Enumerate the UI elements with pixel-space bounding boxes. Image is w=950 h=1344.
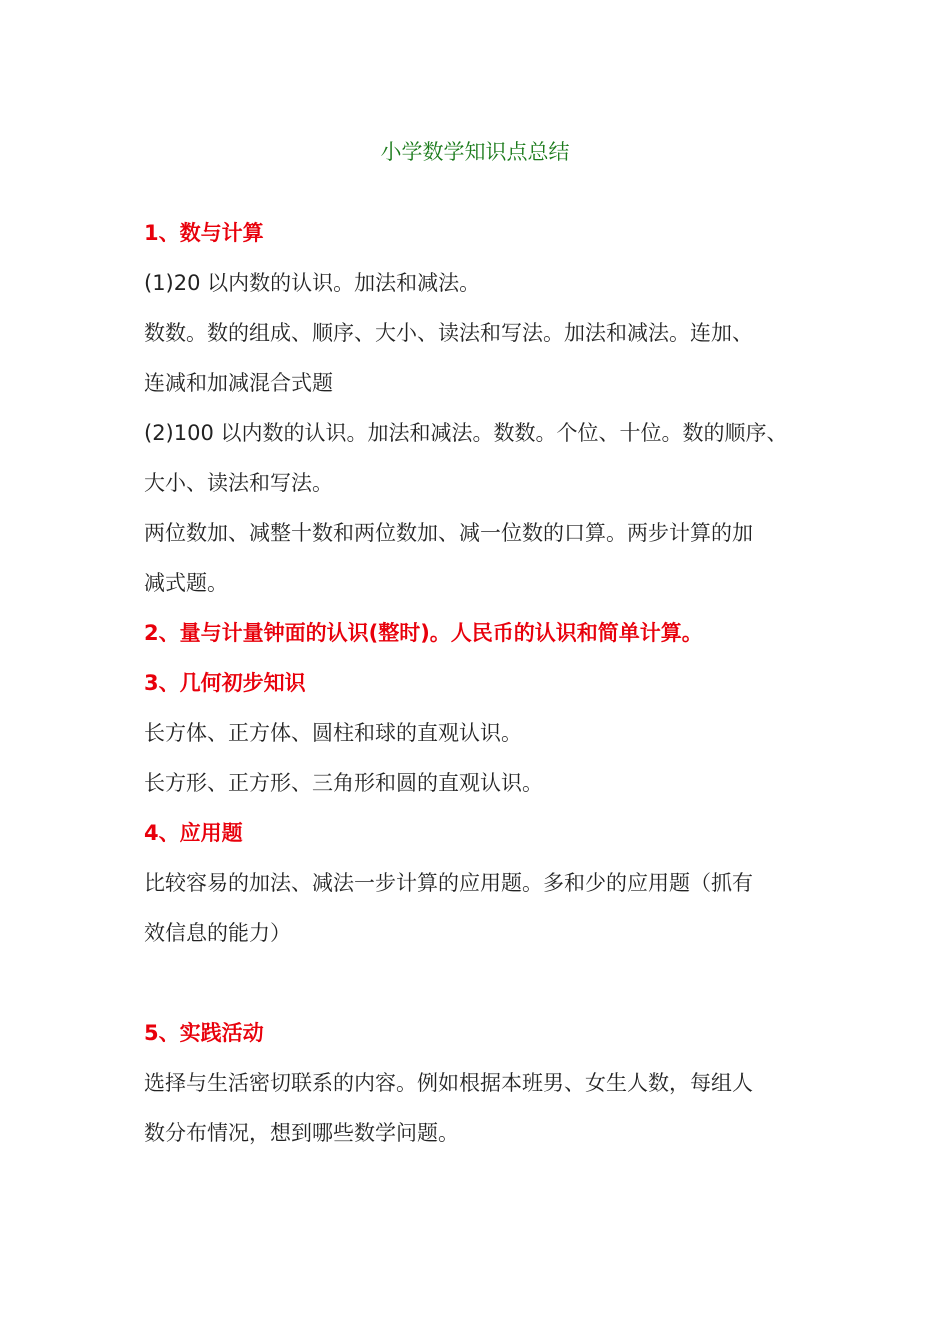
paragraph-line: 长方形、正方形、三角形和圆的直观认识。	[144, 771, 543, 795]
section-heading-geometry: 3、几何初步知识	[144, 671, 306, 695]
paragraph-line: 大小、读法和写法。	[144, 471, 333, 495]
section-heading-practice-activities: 5、实践活动	[144, 1021, 264, 1045]
paragraph-line: 数分布情况，想到哪些数学问题。	[144, 1121, 459, 1145]
section-heading-measurement: 2、量与计量钟面的认识(整时)。人民币的认识和简单计算。	[144, 621, 703, 645]
document-body	[144, 208, 814, 1158]
paragraph-line: (2)100 以内数的认识。加法和减法。数数。个位、十位。数的顺序、	[144, 421, 788, 445]
page-title: 小学数学知识点总结	[380, 140, 570, 164]
section-heading-numbers-calculation: 1、数与计算	[144, 221, 264, 245]
blank-line	[144, 958, 814, 1008]
paragraph-line: 选择与生活密切联系的内容。例如根据本班男、女生人数，每组人	[144, 1071, 753, 1095]
paragraph-line: 效信息的能力）	[144, 921, 291, 945]
paragraph-line: 比较容易的加法、减法一步计算的应用题。多和少的应用题（抓有	[144, 871, 753, 895]
paragraph-line: 减式题。	[144, 571, 228, 595]
paragraph-line: 数数。数的组成、顺序、大小、读法和写法。加法和减法。连加、	[144, 321, 753, 345]
paragraph-line: 连减和加减混合式题	[144, 371, 333, 395]
paragraph-line: (1)20 以内数的认识。加法和减法。	[144, 271, 481, 295]
section-heading-word-problems: 4、应用题	[144, 821, 243, 845]
paragraph-line: 长方体、正方体、圆柱和球的直观认识。	[144, 721, 522, 745]
paragraph-line: 两位数加、减整十数和两位数加、减一位数的口算。两步计算的加	[144, 521, 753, 545]
